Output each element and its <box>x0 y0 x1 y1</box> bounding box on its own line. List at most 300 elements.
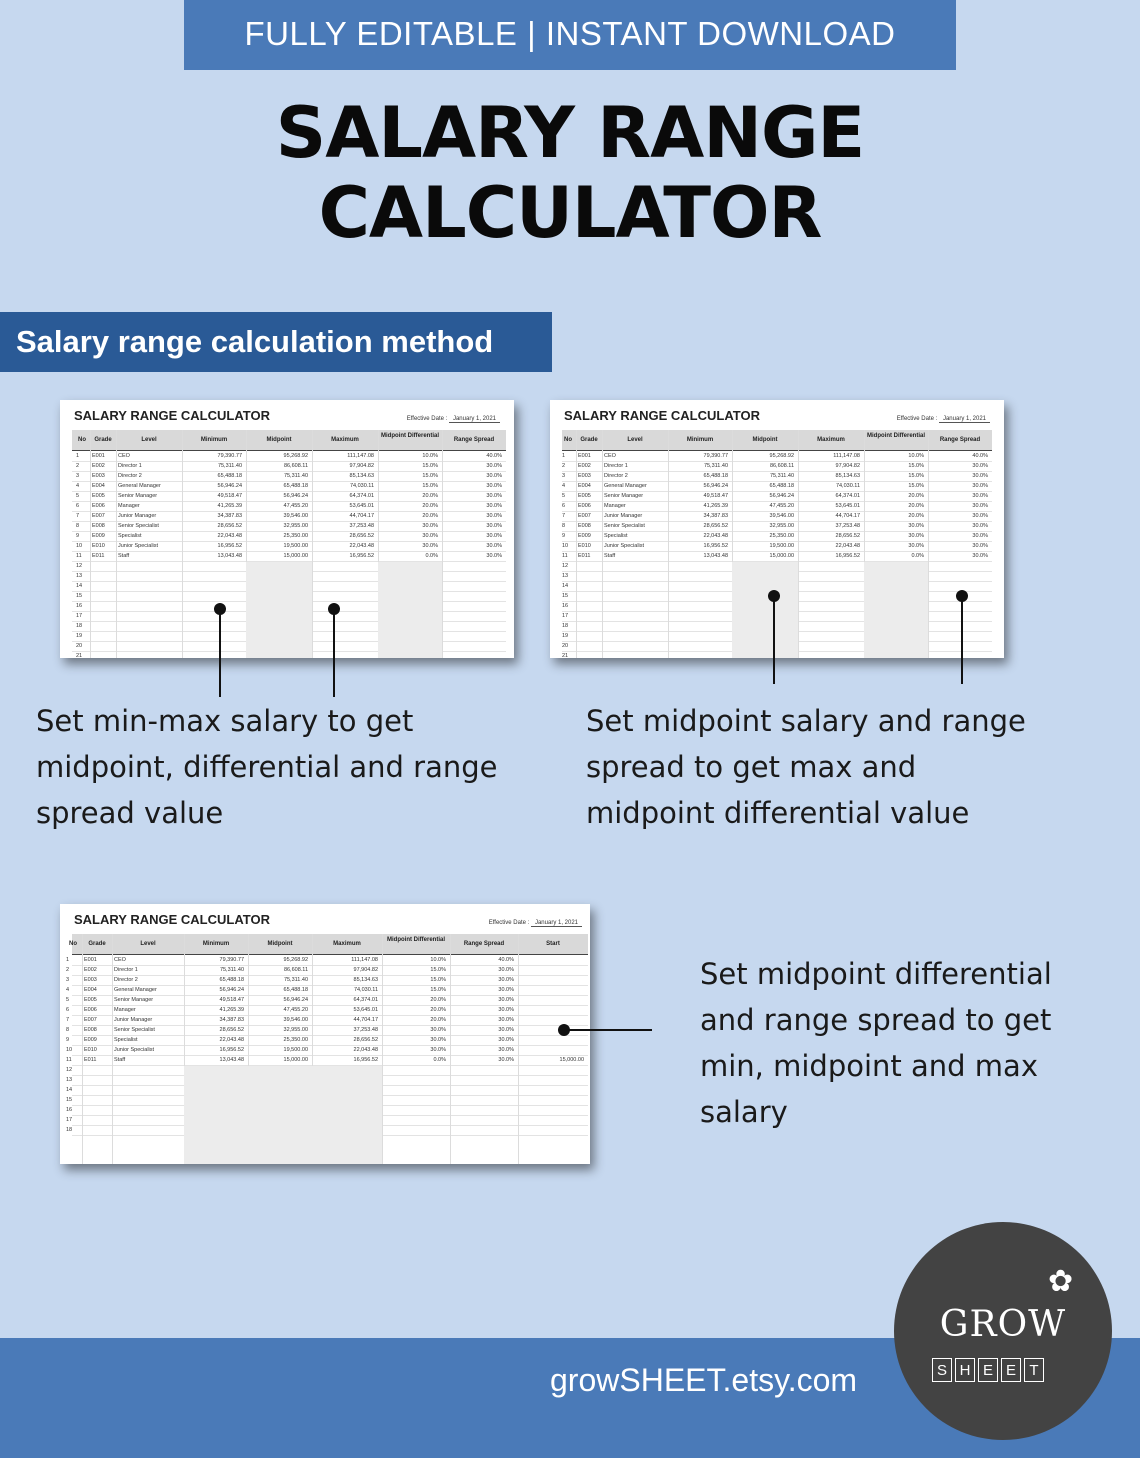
table-cell: 30.0% <box>430 1027 446 1033</box>
table-cell: 53,645.01 <box>353 1007 378 1013</box>
table-cell: 30.0% <box>972 513 988 519</box>
table-cell: 34,387.83 <box>703 513 728 519</box>
page-title-line-2: CALCULATOR <box>318 172 822 254</box>
table-cell: 15.0% <box>908 463 924 469</box>
column-header: Level <box>141 437 157 443</box>
table-cell: 6 <box>562 503 566 509</box>
table-cell: 30.0% <box>430 1047 446 1053</box>
table-row <box>72 1025 588 1026</box>
logo-letter: S <box>932 1358 952 1382</box>
table-cell: 28,656.52 <box>349 533 374 539</box>
table-cell: 2 <box>562 463 566 469</box>
table-cell: Staff <box>114 1057 126 1063</box>
sheet-title: SALARY RANGE CALCULATOR <box>74 912 270 927</box>
table-row <box>72 1045 588 1046</box>
table-cell: 28,656.52 <box>835 533 860 539</box>
table-cell: 8 <box>66 1027 70 1033</box>
table-cell: 16,956.52 <box>703 543 728 549</box>
table-cell: 30.0% <box>486 463 502 469</box>
table-cell: 79,390.77 <box>703 453 728 459</box>
table-cell: 1 <box>66 957 70 963</box>
table-cell: E001 <box>578 453 591 459</box>
table-cell: Specialist <box>118 533 142 539</box>
row-number: 12 <box>562 563 569 569</box>
table-cell: 13,043.48 <box>217 553 242 559</box>
logo-letter: E <box>978 1358 998 1382</box>
table-cell: 49,518.47 <box>219 997 244 1003</box>
table-cell: 20.0% <box>908 493 924 499</box>
effective-date-value: January 1, 2021 <box>531 920 582 927</box>
row-number: 13 <box>66 1077 73 1083</box>
table-cell: Staff <box>604 553 616 559</box>
table-cell: 30.0% <box>972 463 988 469</box>
table-cell: 56,946.24 <box>219 987 244 993</box>
table-cell: 111,147.08 <box>347 453 374 459</box>
grid-line <box>112 934 113 1164</box>
row-number: 19 <box>562 633 569 639</box>
table-cell: 20.0% <box>908 503 924 509</box>
pointer-line-range-spread <box>961 596 963 684</box>
table-row <box>72 461 506 462</box>
table-cell: 49,518.47 <box>217 493 242 499</box>
table-cell: 28,656.52 <box>219 1027 244 1033</box>
table-cell: 30.0% <box>498 1017 514 1023</box>
table-cell: 39,546.00 <box>283 513 308 519</box>
table-cell: 11 <box>562 553 568 559</box>
table-cell: 95,268.92 <box>283 957 308 963</box>
table-cell: E004 <box>578 483 591 489</box>
table-cell: 40.0% <box>972 453 988 459</box>
table-cell: 75,311.40 <box>283 977 308 983</box>
table-cell: 30.0% <box>498 1007 514 1013</box>
table-row <box>72 491 506 492</box>
column-header: Range Spread <box>939 437 981 443</box>
table-cell: E008 <box>578 523 591 529</box>
table-cell: 86,608.11 <box>769 463 794 469</box>
column-header: Minimum <box>200 437 228 443</box>
table-cell: 37,253.48 <box>835 523 860 529</box>
table-cell: 30.0% <box>486 553 502 559</box>
table-row <box>72 1005 588 1006</box>
table-cell: 30.0% <box>486 533 502 539</box>
table-cell: 85,134.63 <box>835 473 860 479</box>
column-header: Level <box>627 437 643 443</box>
logo-grow-text: GROW <box>939 1304 1067 1345</box>
caption-line: Set midpoint differential <box>700 957 1052 991</box>
column-header: Maximum <box>331 437 359 443</box>
table-cell: E005 <box>92 493 105 499</box>
table-cell: CEO <box>604 453 616 459</box>
table-cell: 30.0% <box>972 503 988 509</box>
table-cell: 86,608.11 <box>283 967 308 973</box>
table-cell: 6 <box>66 1007 70 1013</box>
table-cell: 4 <box>76 483 80 489</box>
caption-line: midpoint differential value <box>586 796 970 830</box>
table-cell: 20.0% <box>908 513 924 519</box>
table-cell: 56,946.24 <box>703 483 728 489</box>
table-cell: 65,488.18 <box>283 483 308 489</box>
table-cell: 28,656.52 <box>217 523 242 529</box>
table-cell: 79,390.77 <box>219 957 244 963</box>
table-cell: 10.0% <box>422 453 438 459</box>
grid-line <box>82 934 83 1164</box>
table-cell: 56,946.24 <box>283 997 308 1003</box>
shaded-column <box>378 562 442 658</box>
table-cell: 22,043.48 <box>703 533 728 539</box>
table-cell: 22,043.48 <box>349 543 374 549</box>
table-cell: Specialist <box>604 533 628 539</box>
table-cell: E006 <box>578 503 591 509</box>
row-number: 18 <box>66 1127 73 1133</box>
table-cell: E002 <box>92 463 105 469</box>
column-header: Midpoint Differential <box>381 433 439 439</box>
table-cell: 65,488.18 <box>219 977 244 983</box>
table-cell: 30.0% <box>498 1057 514 1063</box>
table-cell: General Manager <box>118 483 161 489</box>
table-cell: 20.0% <box>422 503 438 509</box>
table-cell: 20.0% <box>422 513 438 519</box>
table-cell: 20.0% <box>430 1007 446 1013</box>
table-cell: 53,645.01 <box>835 503 860 509</box>
table-cell: 53,645.01 <box>349 503 374 509</box>
table-cell: 111,147.08 <box>833 453 860 459</box>
shaded-column <box>184 1066 248 1164</box>
table-cell: E008 <box>84 1027 97 1033</box>
table-cell: 10.0% <box>908 453 924 459</box>
table-cell: 22,043.48 <box>217 533 242 539</box>
table-cell: 16,956.52 <box>349 553 374 559</box>
table-cell: 47,455.20 <box>283 503 308 509</box>
table-cell: 34,387.83 <box>217 513 242 519</box>
column-header: Minimum <box>686 437 714 443</box>
table-cell: 9 <box>66 1037 70 1043</box>
table-cell: E003 <box>92 473 105 479</box>
table-cell: 3 <box>562 473 566 479</box>
table-cell: 47,455.20 <box>283 1007 308 1013</box>
row-number: 14 <box>66 1087 73 1093</box>
sheet-title: SALARY RANGE CALCULATOR <box>564 408 760 423</box>
row-number: 15 <box>66 1097 73 1103</box>
table-cell: 1 <box>76 453 80 459</box>
column-header: No <box>69 941 77 947</box>
section-heading: Salary range calculation method <box>0 312 552 372</box>
table-cell: 16,956.52 <box>217 543 242 549</box>
table-cell: 44,704.17 <box>353 1017 378 1023</box>
table-cell: 19,500.00 <box>283 543 308 549</box>
table-cell: E003 <box>578 473 591 479</box>
grid-line <box>182 430 183 658</box>
table-cell: Senior Manager <box>114 997 154 1003</box>
table-cell: 30.0% <box>498 997 514 1003</box>
row-number: 17 <box>66 1117 73 1123</box>
pointer-line-max <box>333 609 335 697</box>
table-cell: 11 <box>76 553 82 559</box>
table-cell: 25,350.00 <box>283 533 308 539</box>
table-cell: 30.0% <box>486 513 502 519</box>
table-cell: Manager <box>118 503 140 509</box>
shaded-column <box>312 1066 382 1164</box>
table-cell: 79,390.77 <box>217 453 242 459</box>
table-cell: 15.0% <box>430 967 446 973</box>
table-cell: 5 <box>66 997 70 1003</box>
table-cell: 30.0% <box>498 977 514 983</box>
table-cell: E003 <box>84 977 97 983</box>
table-cell: 6 <box>76 503 80 509</box>
table-cell: 41,265.39 <box>219 1007 244 1013</box>
shaded-column <box>248 1066 312 1164</box>
table-cell: 22,043.48 <box>835 543 860 549</box>
table-cell: 75,311.40 <box>283 473 308 479</box>
table-cell: Manager <box>114 1007 136 1013</box>
grid-line <box>90 430 91 658</box>
table-cell: 9 <box>562 533 566 539</box>
effective-date: Effective Date : January 1, 2021 <box>897 416 990 422</box>
table-cell: 75,311.40 <box>703 463 728 469</box>
table-cell: 22,043.48 <box>219 1037 244 1043</box>
table-cell: 56,946.24 <box>769 493 794 499</box>
grid-line <box>382 934 383 1164</box>
table-cell: 39,546.00 <box>769 513 794 519</box>
table-cell: E008 <box>92 523 105 529</box>
column-header: Level <box>140 941 156 947</box>
caption-line: min, midpoint and max <box>700 1049 1038 1083</box>
table-cell: 15,000.00 <box>283 1057 308 1063</box>
table-cell: Junior Specialist <box>118 543 159 549</box>
pointer-line-midpoint <box>773 596 775 684</box>
table-cell: 13,043.48 <box>703 553 728 559</box>
table-cell: 15.0% <box>422 473 438 479</box>
table-cell: 40.0% <box>486 453 502 459</box>
table-cell: Junior Manager <box>604 513 643 519</box>
table-cell: E002 <box>84 967 97 973</box>
table-cell: E011 <box>578 553 591 559</box>
table-cell: 97,904.82 <box>835 463 860 469</box>
table-row <box>72 481 506 482</box>
table-cell: 32,955.00 <box>283 523 308 529</box>
table-row <box>72 1015 588 1016</box>
column-header: Range Spread <box>453 437 495 443</box>
table-cell: 0.0% <box>425 553 438 559</box>
table-cell: Senior Manager <box>118 493 158 499</box>
growsheet-logo <box>894 1222 1112 1440</box>
spreadsheet-preview-3 <box>60 904 590 1164</box>
caption-line: spread to get max and <box>586 750 917 784</box>
table-cell: 10 <box>562 543 569 549</box>
row-number: 20 <box>76 643 83 649</box>
table-cell: Junior Manager <box>118 513 157 519</box>
table-cell: General Manager <box>604 483 647 489</box>
caption-line: Set midpoint salary and range <box>586 704 1026 738</box>
table-cell: Junior Manager <box>114 1017 153 1023</box>
table-cell: 30.0% <box>972 473 988 479</box>
table-cell: 15.0% <box>430 977 446 983</box>
table-cell: 22,043.48 <box>353 1047 378 1053</box>
table-cell: 30.0% <box>908 523 924 529</box>
row-number: 13 <box>562 573 569 579</box>
table-cell: 1 <box>562 453 566 459</box>
table-cell: 30.0% <box>972 533 988 539</box>
table-cell: E004 <box>84 987 97 993</box>
table-cell: 41,265.39 <box>703 503 728 509</box>
table-row <box>72 985 588 986</box>
row-number: 21 <box>562 653 569 658</box>
table-cell: 49,518.47 <box>703 493 728 499</box>
table-cell: E002 <box>578 463 591 469</box>
table-cell: 8 <box>562 523 566 529</box>
row-number: 20 <box>562 643 569 649</box>
column-header: Midpoint Differential <box>867 433 925 439</box>
grid-line <box>116 430 117 658</box>
row-number: 14 <box>562 583 569 589</box>
table-cell: Senior Manager <box>604 493 644 499</box>
column-header: Minimum <box>202 941 230 947</box>
table-cell: Staff <box>118 553 130 559</box>
table-cell: 19,500.00 <box>769 543 794 549</box>
grid-line <box>798 430 799 658</box>
table-cell: 75,311.40 <box>769 473 794 479</box>
caption-min-max <box>36 698 497 836</box>
table-cell: 30.0% <box>498 1047 514 1053</box>
table-row <box>72 501 506 502</box>
footer-url[interactable]: growSHEET.etsy.com <box>550 1362 858 1398</box>
table-cell: CEO <box>114 957 126 963</box>
table-cell: 15.0% <box>422 463 438 469</box>
table-cell: 37,253.48 <box>353 1027 378 1033</box>
table-cell: 34,387.83 <box>219 1017 244 1023</box>
table-cell: 30.0% <box>486 543 502 549</box>
table-cell: 64,374.01 <box>353 997 378 1003</box>
shaded-column <box>864 562 928 658</box>
table-cell: 25,350.00 <box>769 533 794 539</box>
table-cell: 30.0% <box>972 523 988 529</box>
table-cell: General Manager <box>114 987 157 993</box>
column-header: Grade <box>94 437 112 443</box>
column-header: No <box>78 437 86 443</box>
table-cell: 3 <box>66 977 70 983</box>
table-cell: Senior Specialist <box>604 523 645 529</box>
shaded-column <box>732 562 798 658</box>
table-cell: 44,704.17 <box>835 513 860 519</box>
table-cell: 10 <box>76 543 83 549</box>
caption-line: Set min-max salary to get <box>36 704 414 738</box>
table-cell: 86,608.11 <box>283 463 308 469</box>
table-cell: 4 <box>562 483 566 489</box>
grid-line <box>450 934 451 1164</box>
table-cell: Senior Specialist <box>114 1027 155 1033</box>
table-cell: Specialist <box>114 1037 138 1043</box>
table-cell: 64,374.01 <box>349 493 374 499</box>
table-cell: E005 <box>84 997 97 1003</box>
caption-line: and range spread to get <box>700 1003 1052 1037</box>
grid-line <box>312 430 313 658</box>
table-cell: E001 <box>92 453 105 459</box>
table-cell: 30.0% <box>972 483 988 489</box>
table-cell: Director 1 <box>114 967 138 973</box>
table-cell: 47,455.20 <box>769 503 794 509</box>
table-cell: 5 <box>76 493 80 499</box>
table-cell: 40.0% <box>498 957 514 963</box>
table-cell: 10.0% <box>430 957 446 963</box>
table-cell: 20.0% <box>430 997 446 1003</box>
column-header: No <box>564 437 572 443</box>
column-header: Midpoint <box>752 437 778 443</box>
table-cell: CEO <box>118 453 130 459</box>
table-cell: 75,311.40 <box>217 463 242 469</box>
grid-line <box>928 430 929 658</box>
row-number: 12 <box>66 1067 73 1073</box>
table-cell: 30.0% <box>498 1037 514 1043</box>
column-header: Range Spread <box>463 941 505 947</box>
table-cell: 30.0% <box>972 543 988 549</box>
row-number: 16 <box>66 1107 73 1113</box>
page-title-line-1: SALARY RANGE <box>275 92 865 174</box>
spreadsheet-preview-2 <box>550 400 1004 658</box>
table-row <box>72 1035 588 1036</box>
table-cell: Director 1 <box>604 463 628 469</box>
table-cell: 2 <box>76 463 80 469</box>
grid-line <box>442 430 443 658</box>
table-cell: Director 2 <box>604 473 628 479</box>
table-cell: 30.0% <box>486 523 502 529</box>
table-cell: 3 <box>76 473 80 479</box>
table-cell: 74,030.11 <box>349 483 374 489</box>
table-cell: 95,268.92 <box>283 453 308 459</box>
table-cell: 97,904.82 <box>349 463 374 469</box>
table-cell: E006 <box>84 1007 97 1013</box>
table-cell: 30.0% <box>498 1027 514 1033</box>
table-cell: 30.0% <box>486 473 502 479</box>
grid-line <box>668 430 669 658</box>
table-cell: 0.0% <box>911 553 924 559</box>
table-cell: 39,546.00 <box>283 1017 308 1023</box>
table-cell: 15,000.00 <box>283 553 308 559</box>
table-cell: E007 <box>92 513 105 519</box>
table-cell: E011 <box>84 1057 97 1063</box>
table-cell: E010 <box>84 1047 97 1053</box>
table-cell: E007 <box>84 1017 97 1023</box>
table-cell: Director 2 <box>118 473 142 479</box>
effective-date-value: January 1, 2021 <box>939 416 990 423</box>
caption-line: salary <box>700 1095 788 1129</box>
row-number: 18 <box>76 623 83 629</box>
table-cell: E007 <box>578 513 591 519</box>
table-row <box>72 1055 588 1056</box>
table-cell: 30.0% <box>972 493 988 499</box>
row-number: 12 <box>76 563 83 569</box>
table-cell: 9 <box>76 533 80 539</box>
sheet-title: SALARY RANGE CALCULATOR <box>74 408 270 423</box>
table-row <box>72 551 506 552</box>
table-cell: 74,030.11 <box>835 483 860 489</box>
table-row <box>72 975 588 976</box>
table-cell: E009 <box>578 533 591 539</box>
table-row <box>72 471 506 472</box>
row-number: 18 <box>562 623 569 629</box>
table-cell: E009 <box>84 1037 97 1043</box>
table-cell: E010 <box>92 543 105 549</box>
table-cell: 16,956.52 <box>219 1047 244 1053</box>
table-cell: 30.0% <box>486 483 502 489</box>
top-banner: FULLY EDITABLE | INSTANT DOWNLOAD <box>184 0 956 70</box>
table-cell: 64,374.01 <box>835 493 860 499</box>
table-cell: 2 <box>66 967 70 973</box>
table-cell: 25,350.00 <box>283 1037 308 1043</box>
table-cell: 7 <box>66 1017 70 1023</box>
table-cell: 32,955.00 <box>769 523 794 529</box>
effective-date-value: January 1, 2021 <box>449 416 500 423</box>
table-cell: 44,704.17 <box>349 513 374 519</box>
table-cell: 15.0% <box>908 473 924 479</box>
